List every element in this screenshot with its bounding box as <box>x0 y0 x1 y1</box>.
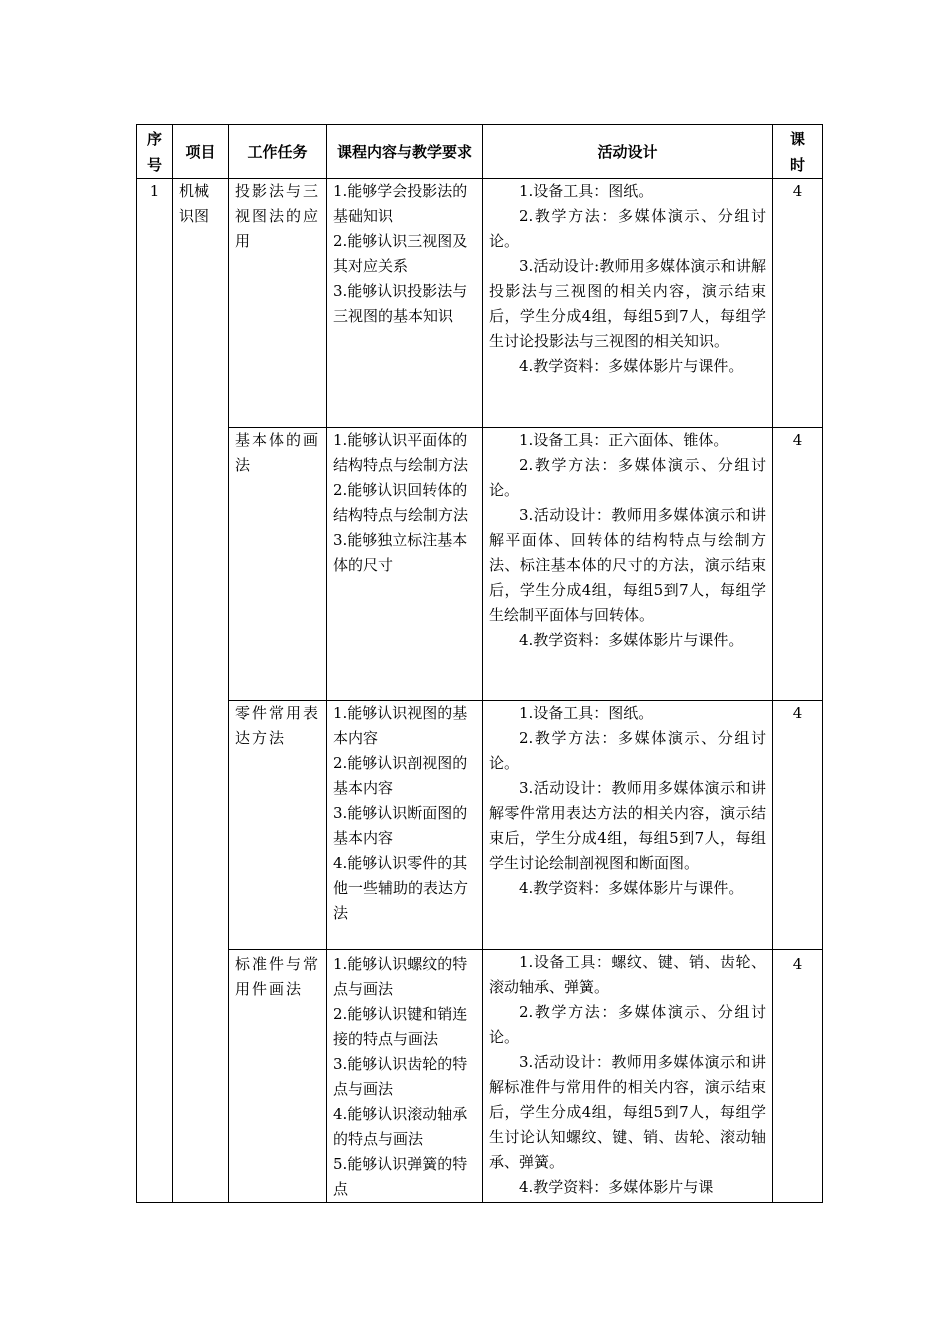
activity-line: 1.设备工具：图纸。 <box>519 704 654 722</box>
activity-line: 3.活动设计:教师用多媒体演示和讲解投影法与三视图的相关内容，演示结束后，学生分成4组，每组5到7人，每组学生讨论投影法与三视图的相关知识。 <box>489 257 766 350</box>
content-line: 2.能够认识键和销连接的特点与画法 <box>333 1005 468 1048</box>
activity-line: 1.设备工具：图纸。 <box>519 182 654 200</box>
content-line: 1.能够认识螺纹的特点与画法 <box>333 955 468 998</box>
table-row <box>137 701 823 950</box>
header-project: 项目 <box>173 125 229 179</box>
activity-line: 4.教学资料：多媒体影片与课件。 <box>519 631 744 649</box>
activity-line: 4.教学资料：多媒体影片与课 <box>519 1178 714 1196</box>
header-seq: 序号 <box>137 125 173 179</box>
activity-line: 3.活动设计：教师用多媒体演示和讲解平面体、回转体的结构特点与绘制方法、标注基本体的尺寸的方法，演示结束后，学生分成4组，每组5到7人，每组学生绘制平面体与回转体。 <box>489 506 766 624</box>
hours-cell: 4 <box>773 428 823 701</box>
content-line: 2.能够认识三视图及其对应关系 <box>333 232 468 275</box>
hours-cell: 4 <box>773 950 823 1203</box>
content-line: 4.能够认识滚动轴承的特点与画法 <box>333 1105 468 1148</box>
task-cell: 基本体的画法 <box>229 428 327 701</box>
task-cell: 投影法与三视图法的应用 <box>229 179 327 428</box>
header-row <box>137 125 823 179</box>
content-cell <box>327 701 483 950</box>
table-row <box>137 179 823 428</box>
activity-line: 3.活动设计：教师用多媒体演示和讲解标准件与常用件的相关内容，演示结束后，学生分成4组，每组5到7人，每组学生讨论认知螺纹、键、销、齿轮、滚动轴承、弹簧。 <box>489 1053 766 1171</box>
content-line: 3.能够认识齿轮的特点与画法 <box>333 1055 468 1098</box>
activity-line: 1.设备工具：螺纹、键、销、齿轮、滚动轴承、弹簧。 <box>489 953 766 996</box>
task-cell: 标准件与常用件画法 <box>229 950 327 1203</box>
seq-cell: 1 <box>137 179 173 1203</box>
content-line: 2.能够认识回转体的结构特点与绘制方法 <box>333 481 469 524</box>
content-line: 2.能够认识剖视图的基本内容 <box>333 754 468 797</box>
activity-cell <box>483 179 773 428</box>
activity-cell <box>483 701 773 950</box>
activity-line: 1.设备工具：正六面体、锥体。 <box>519 431 729 449</box>
course-table <box>136 124 823 1203</box>
hours-cell: 4 <box>773 701 823 950</box>
activity-line: 4.教学资料：多媒体影片与课件。 <box>519 357 744 375</box>
content-line: 1.能够认识视图的基本内容 <box>333 704 468 747</box>
activity-clip <box>489 950 766 1198</box>
header-activity: 活动设计 <box>483 125 773 179</box>
content-line: 5.能够认识弹簧的特点 <box>333 1155 468 1198</box>
content-line: 4.能够认识零件的其他一些辅助的表达方法 <box>333 854 469 922</box>
content-cell <box>327 950 483 1203</box>
header-content: 课程内容与教学要求 <box>327 125 483 179</box>
table-row <box>137 950 823 1203</box>
activity-cell <box>483 428 773 701</box>
project-cell: 机械识图 <box>173 179 229 1203</box>
activity-line: 2.教学方法：多媒体演示、分组讨论。 <box>489 456 766 499</box>
activity-line: 3.活动设计：教师用多媒体演示和讲解零件常用表达方法的相关内容，演示结束后，学生分成4组，每组5到7人，每组学生讨论绘制剖视图和断面图。 <box>489 779 766 872</box>
activity-line: 2.教学方法：多媒体演示、分组讨论。 <box>489 1003 766 1046</box>
content-line: 3.能够认识投影法与三视图的基本知识 <box>333 282 468 325</box>
content-line: 1.能够学会投影法的基础知识 <box>333 182 468 225</box>
content-line: 3.能够独立标注基本体的尺寸 <box>333 531 468 574</box>
content-line: 3.能够认识断面图的基本内容 <box>333 804 468 847</box>
hours-cell: 4 <box>773 179 823 428</box>
content-line: 1.能够认识平面体的结构特点与绘制方法 <box>333 431 469 474</box>
task-cell: 零件常用表达方法 <box>229 701 327 950</box>
activity-line: 2.教学方法：多媒体演示、分组讨论。 <box>489 729 766 772</box>
header-task: 工作任务 <box>229 125 327 179</box>
activity-cell <box>483 950 773 1203</box>
content-cell <box>327 428 483 701</box>
activity-line: 4.教学资料：多媒体影片与课件。 <box>519 879 744 897</box>
content-cell <box>327 179 483 428</box>
header-hours: 课时 <box>773 125 823 179</box>
table-row <box>137 428 823 701</box>
activity-line: 2.教学方法：多媒体演示、分组讨论。 <box>489 207 766 250</box>
